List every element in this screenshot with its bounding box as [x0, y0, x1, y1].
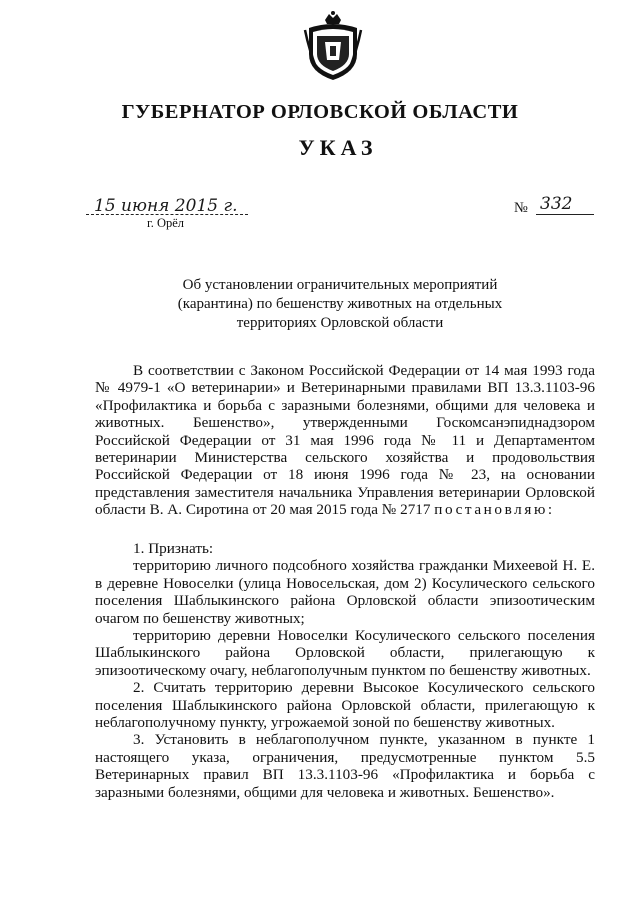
- decree-number: 332: [540, 194, 573, 214]
- decree-items: [95, 540, 595, 801]
- item-1-b: территорию деревни Новоселки Косулического сельского поселения Шаблыкинского района Орловской области, прилегающую к эпизоотическому очагу, неблагополучным пунктом по бешенству животных.: [95, 627, 595, 679]
- subject-line: территориях Орловской области: [236, 315, 444, 331]
- decree-subject: [160, 276, 520, 333]
- item-1-a: территорию личного подсобного хозяйства гражданки Михеевой Н. Е. в деревне Новоселки (улица Новосельская, дом 2) Косулического сельского поселения Шаблыкинского района Орловской области эпизоотическим очагом по бешенству животных;: [95, 557, 595, 627]
- decree-word: постановляю:: [434, 501, 555, 519]
- number-sign: №: [514, 200, 528, 216]
- decree-date: 15 июня 2015 г.: [94, 196, 238, 216]
- subject-line: (карантина) по бешенству животных на отдельных: [177, 296, 503, 312]
- subject-line: Об установлении ограничительных мероприятий: [182, 277, 498, 293]
- item-3: 3. Установить в неблагополучном пункте, указанном в пункте 1 настоящего указа, ограничения, предусмотренные пунктом 5.5 Ветеринарных правил ВП 13.3.1103-96 «Профилактика и борьба с заразными болезнями, общими для человека и животных. Бешенство».: [95, 731, 595, 801]
- preamble-text: В соответствии с Законом Российской Федерации от 14 мая 1993 года № 4979-1 «О ветеринарии» и Ветеринарными правилами ВП 13.3.1103-96 «Профилактика и борьба с заразными болезнями, общими для человека и животных. Бешенство», утвержденными Госкомсанэпиднадзором Российской Федерации от 31 мая 1996 года № 11 и Департаментом ветеринарии Министерства сельского хозяйства и продовольствия Российской Федерации от 18 июня 1996 года № 23, на основании представления заместителя начальника Управления ветеринарии Орловской области В. А. Сиротина от 20 мая 2015 года № 2717: [95, 362, 595, 519]
- issuing-authority: ГУБЕРНАТОР ОРЛОВСКОЙ ОБЛАСТИ: [121, 101, 519, 123]
- document-type: УКАЗ: [298, 135, 378, 160]
- number-underline: [536, 214, 594, 216]
- preamble: [95, 362, 595, 519]
- item-2: 2. Считать территорию деревни Высокое Косулического сельского поселения Шаблыкинского района Орловской области, прилегающую к неблагополучному пункту, угрожаемой зоной по бешенству животных.: [95, 679, 595, 732]
- coat-of-arms-icon: [303, 10, 363, 82]
- item-1-heading: 1. Признать:: [133, 540, 214, 557]
- issue-city: г. Орёл: [147, 216, 185, 230]
